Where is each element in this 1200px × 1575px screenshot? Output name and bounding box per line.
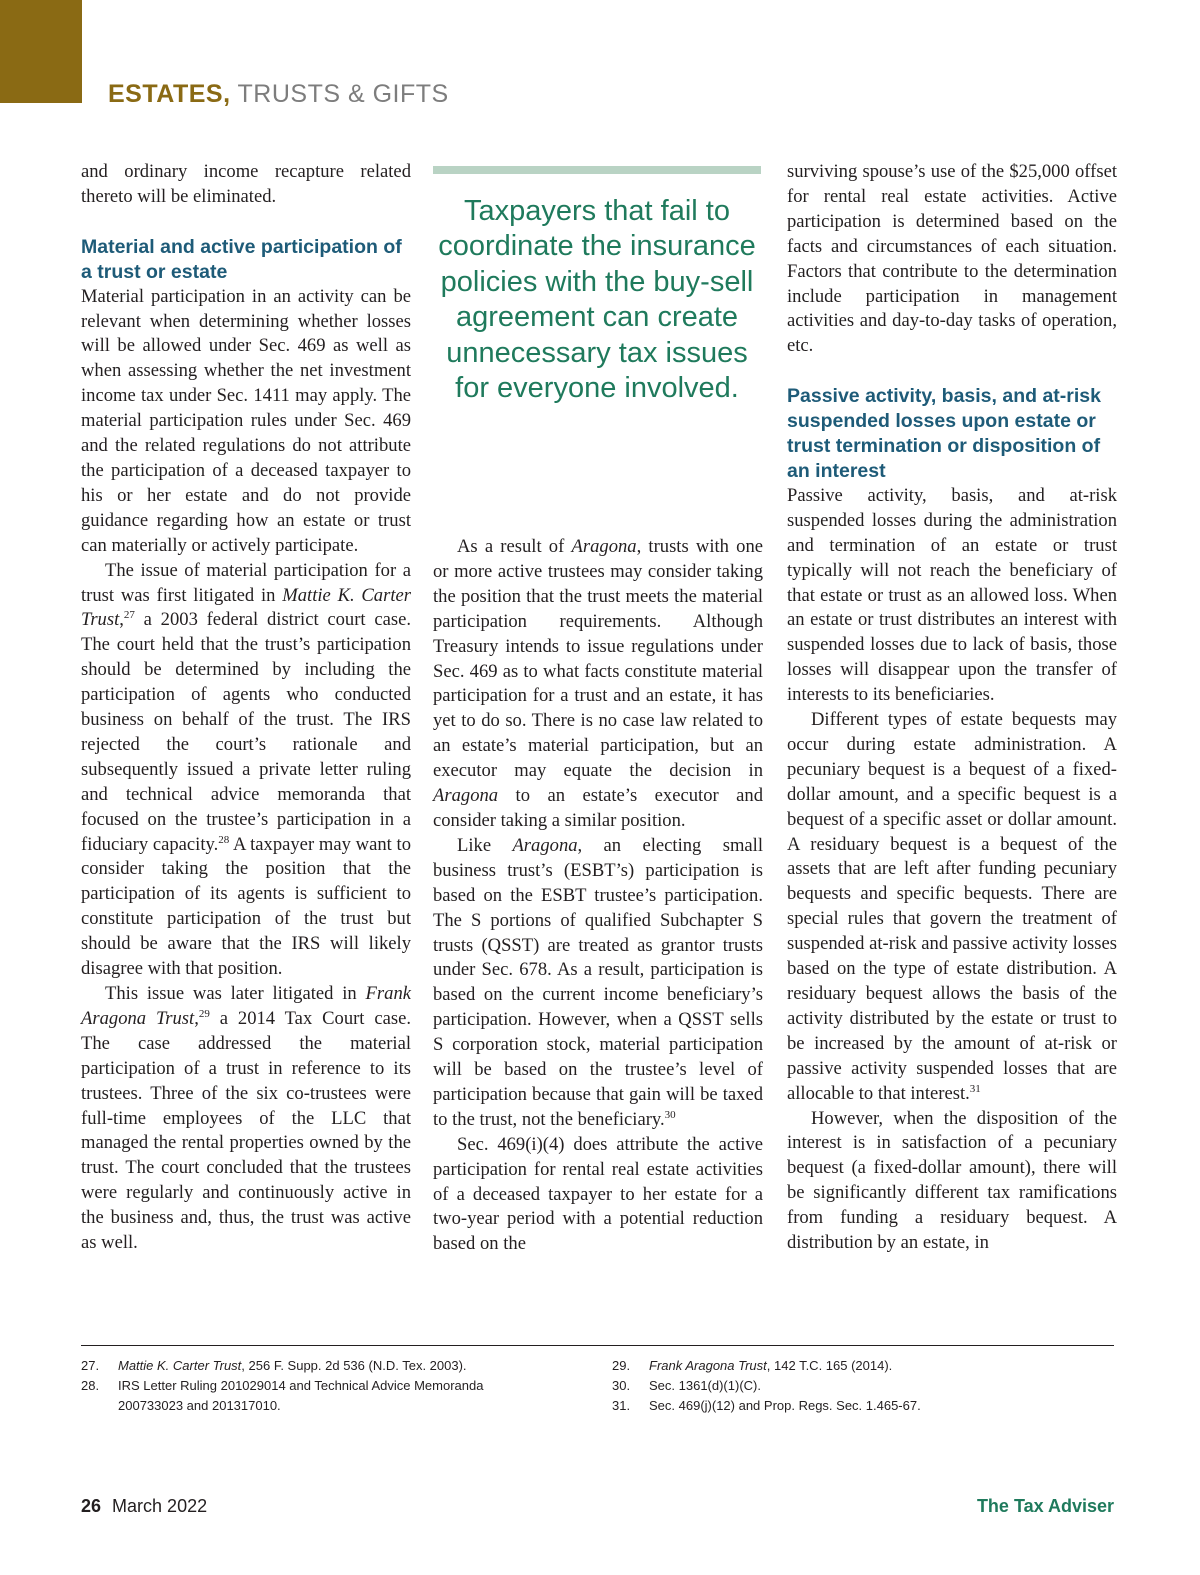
footnote-number: 28. xyxy=(81,1378,100,1393)
section-label-bold: ESTATES, xyxy=(108,80,231,108)
paragraph: This issue was later litigated in Frank Aragona Trust,$^{29}$ a 2014 Tax Court case. The case addressed the material participation of a trust in reference to its trustees. Three of the six co-trustees were full-time employees of the LLC that managed the rental properties owned by the trust. The court concluded that the trustees were regularly and continuously active in the business and, thus, the trust was active as well. xyxy=(81,983,411,1254)
heading-material-participation: Material and active participation of a trust or estate xyxy=(81,235,402,283)
issue-date: March 2022 xyxy=(112,1496,208,1516)
column-2 xyxy=(433,535,763,1257)
case-name: Mattie K. Carter Trust xyxy=(118,1358,242,1373)
footnote-text: IRS Letter Ruling 201029014 and Technical Advice Memoranda 200733023 and 201317010. xyxy=(118,1378,484,1413)
column-3 xyxy=(787,160,1117,1256)
footnote-28 xyxy=(81,1376,531,1416)
paragraph: Material participation in an activity can be relevant when determining whether losses will be allowed under Sec. 469 as well as when assessing whether the net investment income tax under Sec. 1411 may apply. The material participation rules under Sec. 469 and the related regulations do not attribute the participation of a deceased taxpayer to his or her estate and do not provide guidance regarding how an estate or trust can materially or actively participate. xyxy=(81,285,411,556)
section-label xyxy=(108,80,449,109)
footnote-text: Sec. 469(j)(12) and Prop. Regs. Sec. 1.465-67. xyxy=(649,1398,921,1413)
footnote-number: 29. xyxy=(612,1358,631,1373)
paragraph: However, when the disposition of the interest is in satisfaction of a pecuniary bequest (a fixed-dollar amount), there will be significantly different tax ramifications from funding a residuary bequest. A distribution by an estate, in xyxy=(787,1107,1117,1254)
case-name: Aragona xyxy=(433,785,499,807)
pull-quote: Taxpayers that fail to coordinate the insurance policies with the buy-sell agreement can create unnecessary tax issues for everyone involved. xyxy=(438,195,756,405)
footnote-27 xyxy=(81,1356,531,1376)
case-name: Frank Aragona Trust xyxy=(81,983,411,1029)
page-footer xyxy=(81,1496,207,1517)
footnotes-right xyxy=(612,1356,1062,1416)
footnote-31 xyxy=(612,1396,1062,1416)
case-name: Frank Aragona Trust xyxy=(649,1358,767,1373)
footnote-ref: 30 xyxy=(664,1108,676,1121)
pull-quote-rule xyxy=(433,166,761,174)
section-label-light: TRUSTS & GIFTS xyxy=(237,80,449,108)
footnote-number: 31. xyxy=(612,1398,631,1413)
page-number: 26 xyxy=(81,1496,102,1516)
footnote-29 xyxy=(612,1356,1062,1376)
footnote-ref: 29 xyxy=(198,1007,210,1020)
paragraph: The issue of material participation for a trust was first litigated in Mattie K. Carter Trust,$^{27}$ a 2003 federal district court case. The court held that the trust’s participation should be determined by including the participation of agents who conducted business on behalf of the trust. The IRS rejected the court’s rationale and subsequently issued a private letter ruling and technical advice memoranda that focused on the trustee’s participation in a fiduciary capacity.$^{28}$ A taxpayer may want to consider taking the position that the participation of its agents is sufficient to constitute participation of the trust but should be aware that the IRS will likely disagree with that position. xyxy=(81,559,412,980)
footnote-divider xyxy=(81,1345,1114,1346)
footnote-text: Frank Aragona Trust, 142 T.C. 165 (2014). xyxy=(649,1358,893,1373)
footnote-ref: 27 xyxy=(123,609,135,622)
paragraph: Sec. 469(i)(4) does attribute the active participation for rental real estate activities of a deceased taxpayer to her estate for a two-year period with a potential reduction based on the xyxy=(433,1133,763,1255)
paragraph: surviving spouse’s use of the $25,000 offset for rental real estate activities. Active participation is determined based on the facts and circumstances of each situation. Factors that contribute to the determination include participation in management activities and day-to-day tasks of operation, etc. xyxy=(787,161,1117,357)
footnote-number: 27. xyxy=(81,1358,100,1373)
paragraph: As a result of Aragona, trusts with one or more active trustees may consider taking the position that the trust meets the material participation requirements. Although Treasury intends to issue regulations under Sec. 469 as to what facts constitute material participation for a trust and an estate, it has yet to do so. There is no case law related to an estate’s material participation, but an executor may equate the decision in Aragona to an estate’s executor and consider taking a similar position. xyxy=(433,536,764,831)
heading-passive-activity: Passive activity, basis, and at-risk suspended losses upon estate or trust termination or disposition of an interest xyxy=(787,385,1101,482)
publication-name: The Tax Adviser xyxy=(976,1496,1114,1516)
case-name: Aragona xyxy=(571,536,637,557)
column-1 xyxy=(81,160,411,1256)
case-name: Aragona xyxy=(512,834,578,856)
footnote-text: Mattie K. Carter Trust, 256 F. Supp. 2d 536 (N.D. Tex. 2003). xyxy=(118,1358,467,1373)
case-name: Mattie K. Carter Trust xyxy=(81,584,411,631)
paragraph: Different types of estate bequests may occur during estate administration. A pecuniary bequest is a bequest of a fixed-dollar amount, and a specific bequest is a bequest of a specific asset or dollar amount. A residuary bequest is a bequest of the assets that are left after funding pecuniary bequests and specific bequests. There are special rules that govern the treatment of suspended at-risk and passive activity losses based on the type of estate distribution. A residuary bequest allows the basis of the activity distributed by the estate or trust to be increased by the amount of at-risk or passive activity suspended losses that are allocable to that interest.$^{31}$ xyxy=(787,709,1117,1104)
footnote-ref: 28 xyxy=(218,833,230,846)
footnote-ref: 31 xyxy=(969,1082,981,1095)
paragraph: and ordinary income recapture related thereto will be eliminated. xyxy=(81,161,411,207)
footnotes-left xyxy=(81,1356,531,1416)
paragraph: Passive activity, basis, and at-risk suspended losses during the administration and termination of an estate or trust typically will not reach the beneficiary of that estate or trust as an allowed loss. When an estate or trust distributes an interest with suspended losses due to lack of basis, those losses will disappear upon the transfer of interests to its beneficiaries. xyxy=(787,484,1117,706)
footnote-30 xyxy=(612,1376,1062,1396)
footnote-number: 30. xyxy=(612,1378,631,1393)
section-color-tab xyxy=(0,0,82,103)
footnote-text: Sec. 1361(d)(1)(C). xyxy=(649,1378,761,1393)
paragraph: Like Aragona, an electing small business trust’s (ESBT’s) participation is based on the ESBT trustee’s participation. The S portions of qualified Subchapter S trusts (QSST) are treated as grantor trusts under Sec. 678. As a result, participation is based on the current income beneficiary’s participation. However, when a QSST sells S corporation stock, material participation will be based on the trustee’s level of participation because that gain will be taxed to the trust, not the beneficiary.$^{30}$ xyxy=(433,834,763,1130)
